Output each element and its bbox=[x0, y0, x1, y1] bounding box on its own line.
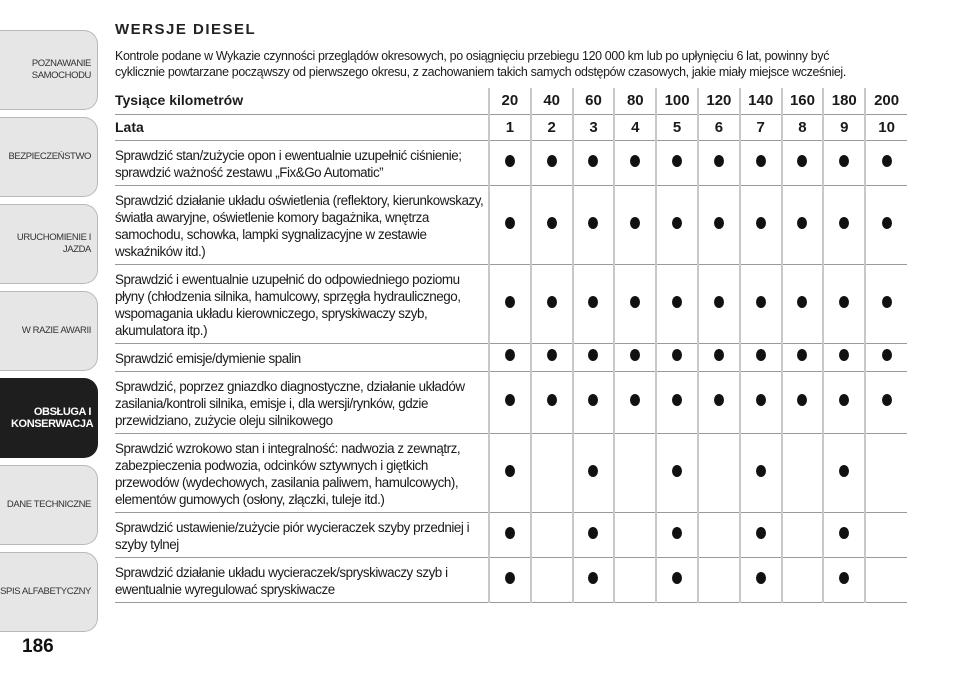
bullet-icon bbox=[756, 572, 766, 584]
bullet-icon bbox=[839, 572, 849, 584]
check-mark-cell bbox=[614, 264, 656, 343]
tab-bezpieczenstwo[interactable] bbox=[0, 117, 98, 197]
check-mark-cell bbox=[865, 264, 907, 343]
bullet-icon bbox=[672, 527, 682, 539]
bullet-icon bbox=[588, 394, 598, 406]
check-mark-cell bbox=[865, 140, 907, 185]
bullet-icon bbox=[839, 296, 849, 308]
km-value: 80 bbox=[614, 88, 656, 114]
bullet-icon bbox=[588, 296, 598, 308]
years-header-label: Lata bbox=[115, 118, 144, 135]
check-mark-cell bbox=[698, 185, 740, 264]
bullet-icon bbox=[839, 465, 849, 477]
year-value: 7 bbox=[740, 114, 782, 140]
years-header-row bbox=[115, 114, 907, 140]
bullet-icon bbox=[714, 296, 724, 308]
tab-poznawanie-samochodu[interactable] bbox=[0, 30, 98, 110]
check-mark-cell bbox=[489, 343, 531, 371]
km-value: 40 bbox=[531, 88, 573, 114]
check-mark-cell bbox=[823, 512, 865, 557]
year-value: 8 bbox=[782, 114, 824, 140]
bullet-icon bbox=[547, 349, 557, 361]
check-mark-cell bbox=[489, 264, 531, 343]
tab-label: OBSŁUGA I KONSERWACJA bbox=[11, 406, 94, 430]
tab-spis-alfabetyczny[interactable] bbox=[0, 552, 98, 632]
bullet-icon bbox=[672, 217, 682, 229]
bullet-icon bbox=[505, 394, 515, 406]
check-mark-cell bbox=[740, 343, 782, 371]
bullet-icon bbox=[505, 296, 515, 308]
check-mark-cell bbox=[823, 140, 865, 185]
check-description: Sprawdzić i ewentualnie uzupełnić do odpowiedniego poziomu płyny (chłodzenia silnika, hamulcowy, sprzęgła hydraulicznego, wspomagania układu kierowniczego, spryskiwaczy szyb, akumulatora itp.) bbox=[115, 271, 461, 338]
bullet-icon bbox=[756, 527, 766, 539]
bullet-icon bbox=[839, 527, 849, 539]
bullet-icon bbox=[672, 465, 682, 477]
check-mark-cell bbox=[489, 185, 531, 264]
check-mark-cell bbox=[573, 433, 615, 512]
check-mark-cell bbox=[573, 264, 615, 343]
year-value: 6 bbox=[698, 114, 740, 140]
check-description: Sprawdzić stan/zużycie opon i ewentualnie uzupełnić ciśnienie; sprawdzić ważność zestawu „Fix&Go Automatic” bbox=[115, 147, 462, 180]
km-value: 120 bbox=[698, 88, 740, 114]
check-mark-cell bbox=[823, 264, 865, 343]
check-mark-cell bbox=[531, 140, 573, 185]
km-header-row bbox=[115, 88, 907, 114]
bullet-icon bbox=[547, 217, 557, 229]
tab-label: BEZPIECZEŃSTWO bbox=[8, 151, 91, 162]
bullet-icon bbox=[797, 349, 807, 361]
table-row bbox=[115, 557, 907, 602]
tab-label: POZNAWANIE SAMOCHODU bbox=[31, 58, 91, 81]
tab-label: SPIS ALFABETYCZNY bbox=[0, 586, 91, 597]
check-mark-cell bbox=[823, 557, 865, 602]
empty-cell bbox=[614, 557, 656, 602]
table-row bbox=[115, 512, 907, 557]
check-mark-cell bbox=[573, 557, 615, 602]
check-mark-cell bbox=[782, 371, 824, 433]
check-mark-cell bbox=[656, 140, 698, 185]
check-mark-cell bbox=[656, 371, 698, 433]
check-mark-cell bbox=[614, 185, 656, 264]
table-row bbox=[115, 371, 907, 433]
check-mark-cell bbox=[782, 140, 824, 185]
bullet-icon bbox=[547, 394, 557, 406]
check-mark-cell bbox=[740, 433, 782, 512]
bullet-icon bbox=[882, 296, 892, 308]
tab-label: W RAZIE AWARII bbox=[21, 325, 91, 336]
bullet-icon bbox=[672, 155, 682, 167]
bullet-icon bbox=[588, 217, 598, 229]
empty-cell bbox=[531, 512, 573, 557]
page-number: 186 bbox=[22, 636, 54, 657]
km-value: 160 bbox=[782, 88, 824, 114]
bullet-icon bbox=[714, 349, 724, 361]
tab-label: URUCHOMIENIE I JAZDA bbox=[16, 232, 91, 255]
year-value: 3 bbox=[573, 114, 615, 140]
bullet-icon bbox=[882, 349, 892, 361]
bullet-icon bbox=[714, 155, 724, 167]
check-mark-cell bbox=[531, 343, 573, 371]
check-mark-cell bbox=[823, 343, 865, 371]
empty-cell bbox=[782, 433, 824, 512]
bullet-icon bbox=[797, 296, 807, 308]
bullet-icon bbox=[839, 217, 849, 229]
bullet-icon bbox=[839, 349, 849, 361]
bullet-icon bbox=[505, 572, 515, 584]
bullet-icon bbox=[505, 527, 515, 539]
empty-cell bbox=[698, 433, 740, 512]
check-mark-cell bbox=[489, 433, 531, 512]
bullet-icon bbox=[839, 394, 849, 406]
bullet-icon bbox=[797, 155, 807, 167]
check-mark-cell bbox=[865, 343, 907, 371]
check-mark-cell bbox=[698, 343, 740, 371]
bullet-icon bbox=[756, 465, 766, 477]
bullet-icon bbox=[672, 296, 682, 308]
check-description: Sprawdzić działanie układu oświetlenia (reflektory, kierunkowskazy, światła awaryjne, oświetlenie komory bagażnika, wnętrza samochodu, schowka, lampki sygnalizacyjne w zestawie wskaźników itd.) bbox=[115, 192, 484, 259]
bullet-icon bbox=[756, 349, 766, 361]
check-mark-cell bbox=[823, 185, 865, 264]
km-value: 20 bbox=[489, 88, 531, 114]
tab-label: DANE TECHNICZNE bbox=[6, 499, 91, 510]
empty-cell bbox=[698, 557, 740, 602]
check-description: Sprawdzić emisje/dymienie spalin bbox=[115, 350, 301, 366]
check-mark-cell bbox=[740, 371, 782, 433]
check-mark-cell bbox=[698, 371, 740, 433]
bullet-icon bbox=[630, 349, 640, 361]
bullet-icon bbox=[588, 349, 598, 361]
bullet-icon bbox=[672, 394, 682, 406]
bullet-icon bbox=[547, 155, 557, 167]
empty-cell bbox=[865, 433, 907, 512]
empty-cell bbox=[865, 512, 907, 557]
bullet-icon bbox=[630, 394, 640, 406]
km-header-label: Tysiące kilometrów bbox=[115, 92, 244, 108]
bullet-icon bbox=[505, 155, 515, 167]
km-value: 180 bbox=[823, 88, 865, 114]
empty-cell bbox=[614, 433, 656, 512]
check-mark-cell bbox=[656, 557, 698, 602]
bullet-icon bbox=[882, 394, 892, 406]
check-mark-cell bbox=[823, 433, 865, 512]
check-mark-cell bbox=[656, 433, 698, 512]
check-mark-cell bbox=[489, 371, 531, 433]
check-mark-cell bbox=[740, 264, 782, 343]
bullet-icon bbox=[588, 155, 598, 167]
table-row bbox=[115, 140, 907, 185]
empty-cell bbox=[698, 512, 740, 557]
maintenance-table bbox=[115, 88, 907, 603]
check-description: Sprawdzić działanie układu wycieraczek/spryskiwaczy szyb i ewentualnie wyregulować spryskiwacze bbox=[115, 564, 448, 597]
bullet-icon bbox=[630, 155, 640, 167]
check-mark-cell bbox=[531, 185, 573, 264]
check-mark-cell bbox=[740, 185, 782, 264]
bullet-icon bbox=[756, 155, 766, 167]
bullet-icon bbox=[756, 394, 766, 406]
bullet-icon bbox=[588, 465, 598, 477]
table-row bbox=[115, 185, 907, 264]
intro-paragraph: Kontrole podane w Wykazie czynności przeglądów okresowych, po osiągnięciu przebiegu 120 000 km lub po upłynięciu 6 lat, powinny być cyklicznie powtarzane począwszy od pierwszego okresu, z zachowaniem takich samych odstępów czasowych, jakie miały miejsce wcześniej. bbox=[115, 48, 846, 79]
bullet-icon bbox=[839, 155, 849, 167]
tab-dane-techniczne[interactable] bbox=[0, 465, 98, 545]
check-mark-cell bbox=[656, 512, 698, 557]
table-row bbox=[115, 343, 907, 371]
check-mark-cell bbox=[531, 371, 573, 433]
bullet-icon bbox=[505, 217, 515, 229]
check-mark-cell bbox=[740, 557, 782, 602]
check-mark-cell bbox=[573, 140, 615, 185]
check-mark-cell bbox=[614, 140, 656, 185]
empty-cell bbox=[614, 512, 656, 557]
check-mark-cell bbox=[782, 185, 824, 264]
year-value: 9 bbox=[823, 114, 865, 140]
year-value: 2 bbox=[531, 114, 573, 140]
check-mark-cell bbox=[614, 343, 656, 371]
check-mark-cell bbox=[698, 140, 740, 185]
bullet-icon bbox=[630, 217, 640, 229]
year-value: 10 bbox=[865, 114, 907, 140]
bullet-icon bbox=[672, 349, 682, 361]
check-mark-cell bbox=[573, 185, 615, 264]
check-mark-cell bbox=[740, 140, 782, 185]
check-mark-cell bbox=[823, 371, 865, 433]
bullet-icon bbox=[756, 217, 766, 229]
bullet-icon bbox=[672, 572, 682, 584]
check-mark-cell bbox=[865, 185, 907, 264]
table-row bbox=[115, 433, 907, 512]
tab-w-razie-awarii[interactable] bbox=[0, 291, 98, 371]
km-value: 100 bbox=[656, 88, 698, 114]
bullet-icon bbox=[588, 527, 598, 539]
check-description: Sprawdzić, poprzez gniazdko diagnostyczne, działanie układów zasilania/kontroli silnika, emisje i, dla wersji/rynków, gdzie przewidziano, zużycie oleju silnikowego bbox=[115, 378, 465, 428]
empty-cell bbox=[782, 557, 824, 602]
empty-cell bbox=[531, 557, 573, 602]
check-mark-cell bbox=[489, 140, 531, 185]
check-mark-cell bbox=[656, 264, 698, 343]
check-description: Sprawdzić wzrokowo stan i integralność: nadwozia z zewnątrz, zabezpieczenia podwozia, odcinków sztywnych i giętkich przewodów (wydechowych, zasilania paliwem, hamulcowych), elementów gumowych (osłony, złączki, tuleje itd.) bbox=[115, 440, 461, 507]
check-mark-cell bbox=[573, 371, 615, 433]
check-mark-cell bbox=[573, 512, 615, 557]
tab-obsluga-i-konserwacja[interactable] bbox=[0, 378, 98, 458]
empty-cell bbox=[782, 512, 824, 557]
empty-cell bbox=[531, 433, 573, 512]
check-mark-cell bbox=[489, 512, 531, 557]
check-mark-cell bbox=[489, 557, 531, 602]
section-title: WERSJE DIESEL bbox=[115, 21, 257, 38]
check-mark-cell bbox=[698, 264, 740, 343]
year-value: 5 bbox=[656, 114, 698, 140]
table-row bbox=[115, 264, 907, 343]
bullet-icon bbox=[714, 217, 724, 229]
bullet-icon bbox=[882, 217, 892, 229]
bullet-icon bbox=[797, 394, 807, 406]
check-mark-cell bbox=[782, 343, 824, 371]
bullet-icon bbox=[588, 572, 598, 584]
check-mark-cell bbox=[656, 343, 698, 371]
check-description: Sprawdzić ustawienie/zużycie piór wycieraczek szyby przedniej i szyby tylnej bbox=[115, 519, 470, 552]
check-mark-cell bbox=[656, 185, 698, 264]
check-mark-cell bbox=[614, 371, 656, 433]
check-mark-cell bbox=[865, 371, 907, 433]
check-mark-cell bbox=[531, 264, 573, 343]
bullet-icon bbox=[756, 296, 766, 308]
bullet-icon bbox=[882, 155, 892, 167]
check-mark-cell bbox=[740, 512, 782, 557]
year-value: 1 bbox=[489, 114, 531, 140]
km-value: 60 bbox=[573, 88, 615, 114]
check-mark-cell bbox=[782, 264, 824, 343]
bullet-icon bbox=[797, 217, 807, 229]
bullet-icon bbox=[630, 296, 640, 308]
empty-cell bbox=[865, 557, 907, 602]
km-value: 140 bbox=[740, 88, 782, 114]
bullet-icon bbox=[505, 465, 515, 477]
km-value: 200 bbox=[865, 88, 907, 114]
year-value: 4 bbox=[614, 114, 656, 140]
tab-uruchomienie-i-jazda[interactable] bbox=[0, 204, 98, 284]
bullet-icon bbox=[714, 394, 724, 406]
bullet-icon bbox=[547, 296, 557, 308]
bullet-icon bbox=[505, 349, 515, 361]
check-mark-cell bbox=[573, 343, 615, 371]
